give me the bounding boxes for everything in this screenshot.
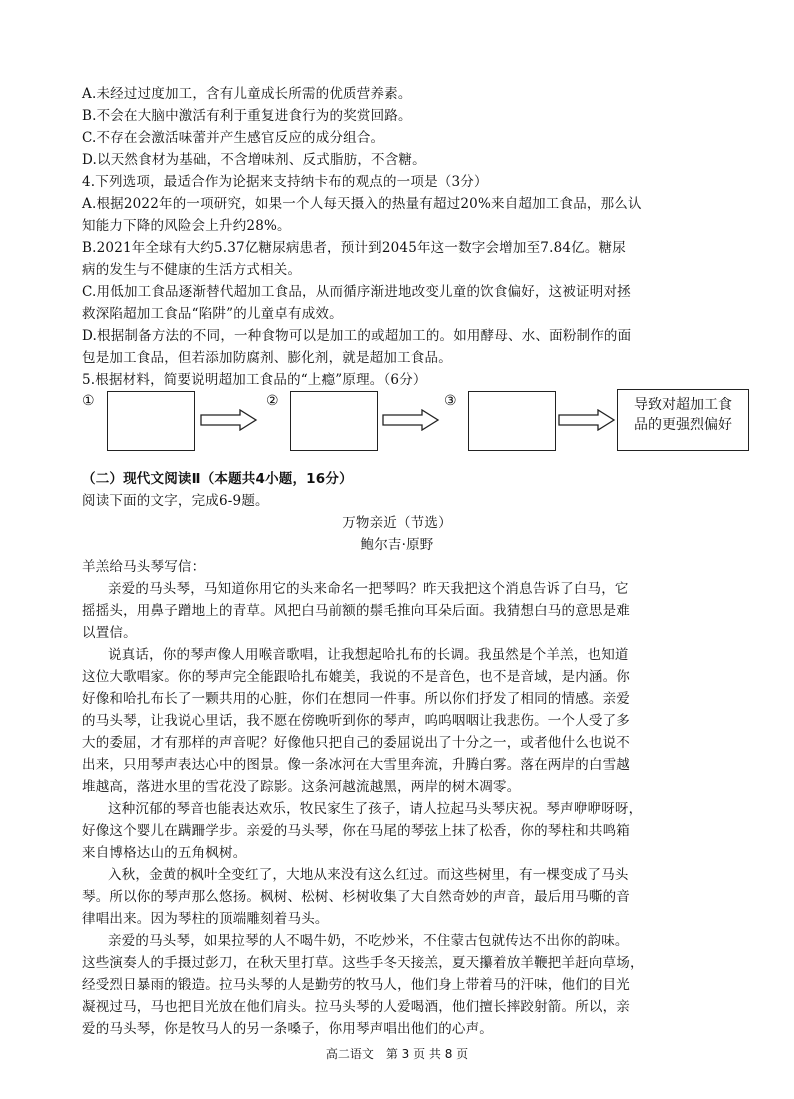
passage-line: 律唱出来。因为琴柱的顶端雕刻着马头。 — [82, 911, 329, 927]
answer-box-2[interactable] — [290, 391, 378, 451]
q4-line: 病的发生与不健康的生活方式相关。 — [82, 262, 302, 278]
passage-line: 经受烈日暴雨的锻造。拉马头琴的人是勤劳的牧马人，他们身上带着马的汗味，他们的目光 — [82, 977, 630, 993]
flow-step-number: ③ — [444, 393, 457, 409]
section-heading: （二）现代文阅读Ⅱ（本题共4小题，16分） — [82, 471, 353, 487]
passage-line: 这种沉郁的琴音也能表达欢乐，牧民家生了孩子，请人拉起马头琴庆祝。琴声咿咿呀呀， — [108, 801, 643, 817]
letter-salutation: 羊羔给马头琴写信： — [82, 559, 206, 575]
passage-line: 凝视过马，马也把目光放在他们肩头。拉马头琴的人爱喝酒，他们擅长摔跤射箭。所以，亲 — [82, 999, 630, 1015]
arrow-right-icon — [382, 409, 440, 431]
passage-line: 的马头琴，让我说心里话，我不愿在傍晚听到你的琴声，呜呜咽咽让我悲伤。一个人受了多 — [82, 713, 630, 729]
passage-line: 琴。所以你的琴声那么悠扬。枫树、松树、杉树收集了大自然奇妙的声音，最后用马嘶的音 — [82, 889, 630, 905]
q3-option-a: A.未经过过度加工，含有儿童成长所需的优质营养素。 — [82, 86, 412, 102]
passage-line: 好像和哈扎布长了一颗共用的心脏，你们在想同一件事。所以你们抒发了相同的情感。亲爱 — [82, 691, 630, 707]
arrow-right-icon — [558, 409, 616, 431]
q3-option-c: C.不存在会激活味蕾并产生感官反应的成分组合。 — [82, 130, 385, 146]
passage-author: 鲍尔吉·原野 — [360, 537, 434, 553]
passage-line: 这位大歌唱家。你的琴声完全能跟哈扎布媲美，我说的不是音色，也不是音域，是内涵。你 — [82, 669, 630, 685]
passage-line: 说真话，你的琴声像人用喉音歌唱，让我想起哈扎布的长调。我虽然是个羊羔，也知道 — [108, 647, 629, 663]
passage-line: 来自博格达山的五角枫树。 — [82, 845, 247, 861]
answer-box-1[interactable] — [107, 391, 195, 451]
arrow-right-icon — [200, 409, 258, 431]
q4-line: 知能力下降的风险会上升约28%。 — [82, 218, 291, 234]
passage-line: 出来，只用琴声表达心中的图景。像一条冰河在大雪里奔流，升腾白雾。落在两岸的白雪越 — [82, 757, 630, 773]
passage-line: 堆越高，落进水里的雪花没了踪影。这条河越流越黑，两岸的树木凋零。 — [82, 779, 521, 795]
q5-stem: 5.根据材料，简要说明超加工食品的“上瘾”原理。（6分） — [82, 372, 427, 388]
passage-line: 亲爱的马头琴，马知道你用它的头来命名一把琴吗？昨天我把这个消息告诉了白马，它 — [108, 581, 629, 597]
passage-line: 以置信。 — [82, 625, 137, 641]
passage-line: 大的委屈，才有那样的声音呢？好像他只把自己的委屈说出了十分之一，或者他什么也说不 — [82, 735, 630, 751]
q5-flowchart — [80, 385, 780, 455]
passage-line: 亲爱的马头琴，如果拉琴的人不喝牛奶，不吃炒米，不住蒙古包就传达不出你的韵味。 — [108, 933, 629, 949]
q4-line: B.2021年全球有大约5.37亿糖尿病患者，预计到2045年这一数字会增加至7.84亿。糖尿 — [82, 240, 626, 256]
flow-result-box — [617, 389, 749, 451]
flow-result-line: 导致对超加工食 — [634, 397, 732, 413]
flow-step-number: ① — [82, 393, 95, 409]
passage-line: 这些演奏人的手摄过彭刀，在秋天里打草。这些手冬天接羔，夏天攥着放羊鞭把羊赶向草场， — [82, 955, 644, 971]
page-footer: 高二语文 第 3 页 共 8 页 — [325, 1047, 469, 1061]
passage-line: 爱的马头琴，你是牧马人的另一条嗓子，你用琴声唱出他们的心声。 — [82, 1021, 493, 1037]
answer-box-3[interactable] — [468, 391, 556, 451]
q4-line: A.根据2022年的一项研究，如果一个人每天摄入的热量有超过20%来自超加工食品，那么认 — [82, 196, 642, 212]
passage-line: 入秋，金黄的枫叶全变红了，大地从来没有这么红过。而这些树里，有一棵变成了马头 — [108, 867, 629, 883]
q4-line: C.用低加工食品逐渐替代超加工食品，从而循序渐进地改变儿童的饮食偏好，这被证明对拯 — [82, 284, 631, 300]
q4-line: D.根据制备方法的不同，一种食物可以是加工的或超加工的。如用酵母、水、面粉制作的面 — [82, 328, 632, 344]
q4-stem: 4.下列选项，最适合作为论据来支持纳卡布的观点的一项是（3分） — [82, 174, 488, 190]
flow-step-number: ② — [266, 393, 279, 409]
q3-option-d: D.以天然食材为基础，不含增味剂、反式脂肪，不含糖。 — [82, 152, 426, 168]
flow-result-line: 品的更强烈偏好 — [634, 417, 732, 433]
section-instruction: 阅读下面的文字，完成6-9题。 — [82, 493, 269, 509]
q4-line: 包是加工食品，但若添加防腐剂、膨化剂，就是超加工食品。 — [82, 350, 452, 366]
passage-title: 万物亲近（节选） — [342, 515, 452, 531]
q3-option-b: B.不会在大脑中激活有利于重复进食行为的奖赏回路。 — [82, 108, 412, 124]
passage-line: 好像这个婴儿在蹒跚学步。亲爱的马头琴，你在马尾的琴弦上抹了松香，你的琴柱和共鸣箱 — [82, 823, 630, 839]
passage-line: 摇摇头，用鼻子蹭地上的青草。风把白马前额的鬃毛推向耳朵后面。我猜想白马的意思是难 — [82, 603, 630, 619]
q4-line: 救深陷超加工食品“陷阱”的儿童卓有成效。 — [82, 306, 343, 322]
